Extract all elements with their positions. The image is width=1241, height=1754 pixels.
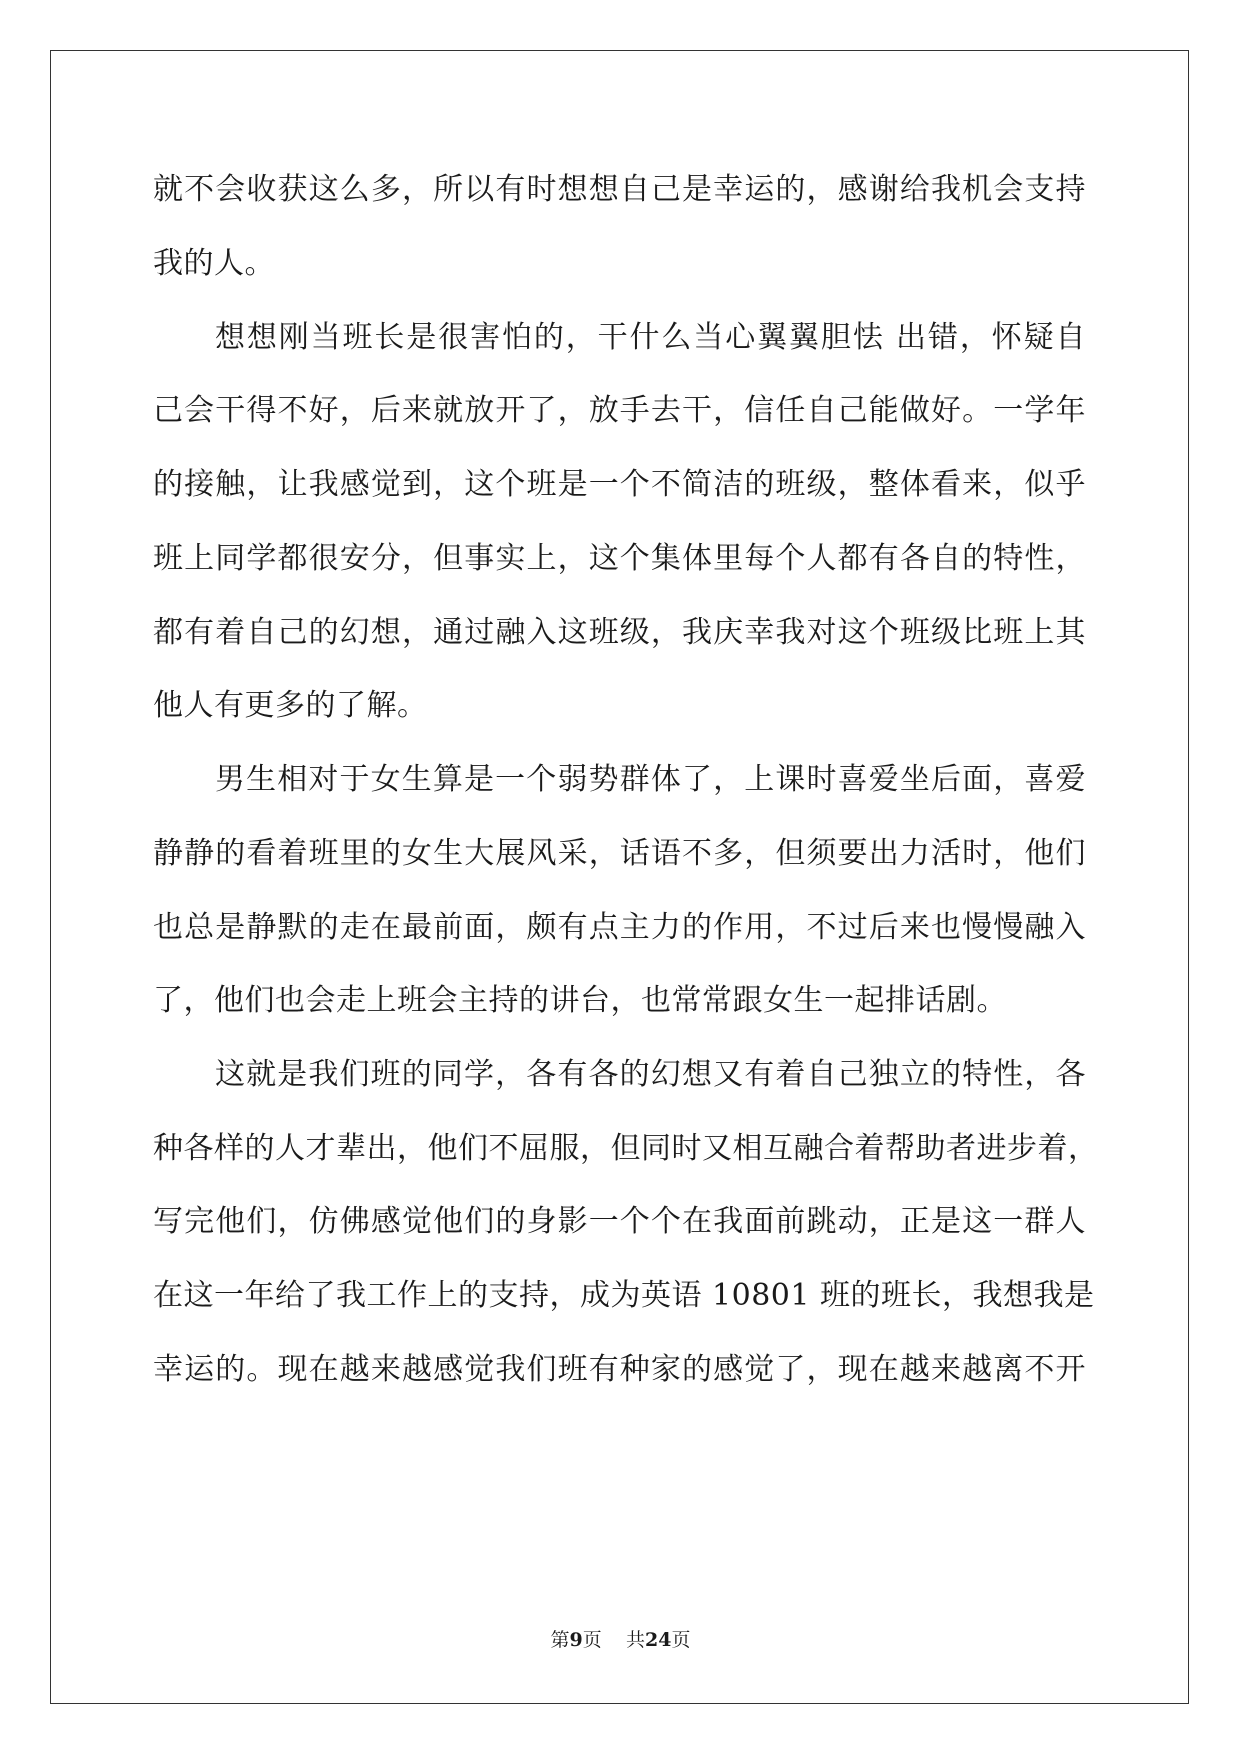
body-line-2: 我的人。 [153, 246, 275, 281]
footer-page-prefix: 第 [550, 1629, 570, 1651]
footer-total-prefix: 共 [625, 1629, 645, 1651]
body-line-10: 静静的看着班里的女生大展风采，话语不多，但须要出力活时，他们 [153, 836, 1086, 871]
body-line-13: 这就是我们班的同学，各有各的幻想又有着自己独立的特性，各 [215, 1057, 1086, 1092]
body-line-1: 就不会收获这么多，所以有时想想自己是幸运的，感谢给我机会支持 [153, 172, 1086, 207]
body-line-11: 也总是静默的走在最前面，颇有点主力的作用，不过后来也慢慢融入 [153, 910, 1086, 945]
body-line-6: 班上同学都很安分，但事实上，这个集体里每个人都有各自的特性， [153, 541, 1086, 576]
page-footer [0, 1628, 1241, 1652]
body-line-16: 在这一年给了我工作上的支持，成为英语 10801 班的班长，我想我是 [153, 1278, 1095, 1313]
body-line-14: 种各样的人才辈出，他们不屈服，但同时又相互融合着帮助者进步着， [153, 1131, 1099, 1166]
footer-page-number: 9 [569, 1629, 583, 1651]
body-line-15: 写完他们，仿佛感觉他们的身影一个个在我面前跳动，正是这一群人 [153, 1204, 1086, 1239]
body-line-4: 己会干得不好，后来就放开了，放手去干，信任自己能做好。一学年 [153, 393, 1086, 428]
footer-total-suffix: 页 [671, 1629, 691, 1651]
body-line-12: 了，他们也会走上班会主持的讲台，也常常跟女生一起排话剧。 [153, 983, 1007, 1018]
body-line-17: 幸运的。现在越来越感觉我们班有种家的感觉了，现在越来越离不开 [153, 1352, 1086, 1387]
body-line-5: 的接触，让我感觉到，这个班是一个不简洁的班级，整体看来，似乎 [153, 467, 1086, 502]
body-line-7: 都有着自己的幻想，通过融入这班级，我庆幸我对这个班级比班上其 [153, 615, 1086, 650]
body-line-9: 男生相对于女生算是一个弱势群体了，上课时喜爱坐后面，喜爱 [215, 762, 1086, 797]
body-line-8: 他人有更多的了解。 [153, 688, 428, 723]
footer-page-suffix: 页 [582, 1629, 602, 1651]
body-line-3: 想想刚当班长是很害怕的，干什么当心翼翼胆怯 出错，怀疑自 [215, 320, 1086, 355]
page-border [50, 50, 1189, 1704]
footer-total-pages: 24 [644, 1629, 672, 1651]
